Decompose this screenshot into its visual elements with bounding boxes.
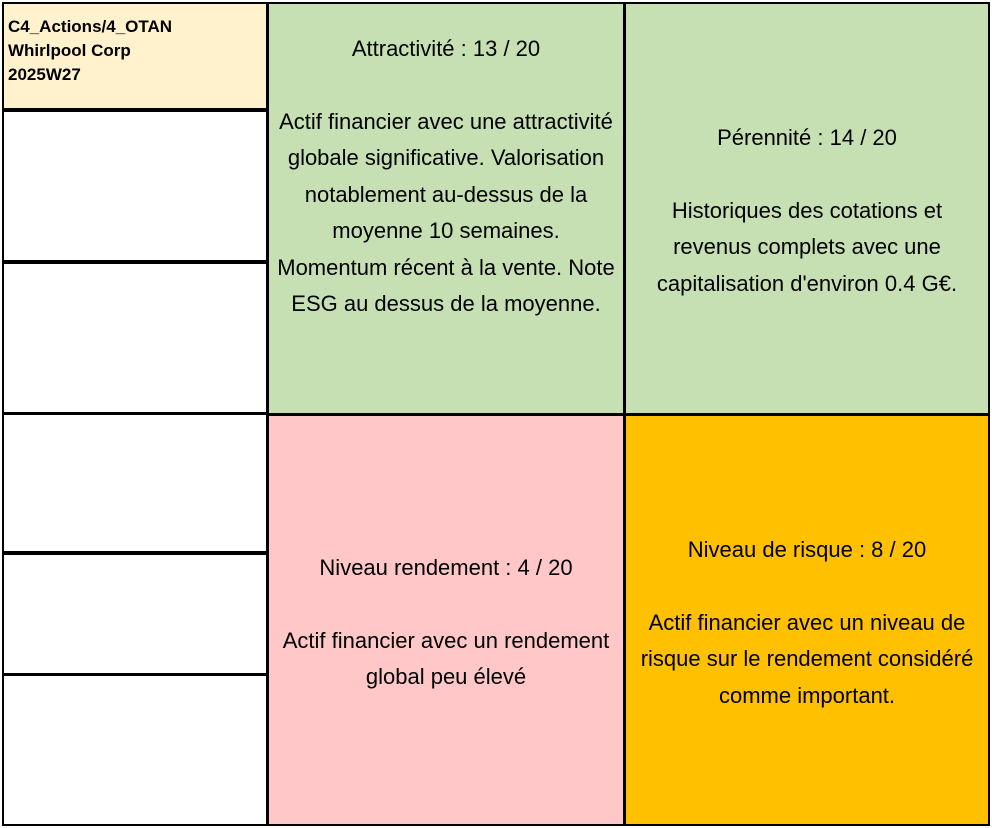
perennite-cell bbox=[624, 2, 990, 415]
asset-name: Whirlpool Corp bbox=[8, 41, 131, 60]
empty-cell bbox=[2, 674, 268, 826]
rendement-description: Actif financier avec un rendement global peu élevé bbox=[282, 627, 610, 689]
attractivite-description: Actif financier avec une attractivité globale significative. Valorisation notablement au-dessus de la moyenne 10 semaines. Momentum récent à la vente. Note ESG au dessus de la moyenne. bbox=[277, 108, 615, 316]
asset-week: 2025W27 bbox=[8, 65, 81, 84]
asset-header-cell bbox=[2, 2, 268, 110]
rendement-cell bbox=[267, 414, 625, 826]
perennite-description: Historiques des cotations et revenus complets avec une capitalisation d'environ 0.4 G€. bbox=[656, 197, 958, 296]
risque-description: Actif financier avec un niveau de risque sur le rendement considéré comme important. bbox=[640, 609, 974, 708]
risque-title: Niveau de risque : 8 / 20 bbox=[687, 537, 927, 562]
rendement-title: Niveau rendement : 4 / 20 bbox=[319, 555, 573, 580]
empty-cell bbox=[2, 553, 268, 675]
empty-cell bbox=[2, 110, 268, 262]
empty-cell bbox=[2, 262, 268, 414]
perennite-title: Pérennité : 14 / 20 bbox=[717, 125, 897, 150]
empty-cell bbox=[2, 413, 268, 553]
asset-category: C4_Actions/4_OTAN bbox=[8, 17, 173, 36]
risque-cell bbox=[624, 414, 990, 826]
attractivite-cell bbox=[267, 2, 625, 415]
attractivite-title: Attractivité : 13 / 20 bbox=[351, 36, 541, 61]
